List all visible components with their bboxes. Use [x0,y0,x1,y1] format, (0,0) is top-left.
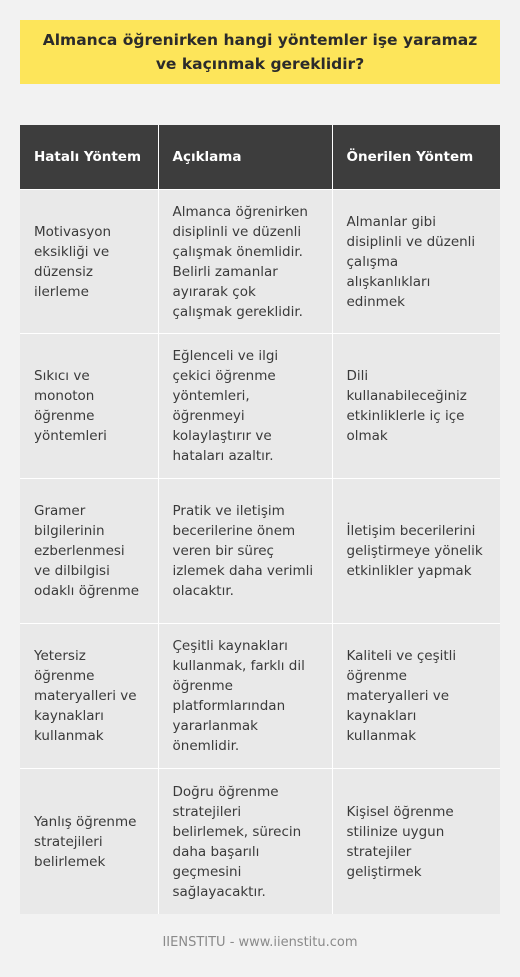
wrong-method-cell: Yetersiz öğrenme materyalleri ve kaynakları kullanmak [20,624,158,769]
column-header-explanation: Açıklama [158,125,332,190]
column-header-recommended-method: Önerilen Yöntem [332,125,500,190]
methods-table [20,125,500,914]
recommended-method-cell: Kişisel öğrenme stilinize uygun stratejiler geliştirmek [332,769,500,915]
wrong-method-cell: Yanlış öğrenme stratejileri belirlemek [20,769,158,915]
table-row [20,769,500,915]
table-row [20,479,500,624]
footer-credit: IIENSTITU - www.iienstitu.com [162,935,358,950]
wrong-method-cell: Sıkıcı ve monoton öğrenme yöntemleri [20,334,158,479]
table-row [20,624,500,769]
page-title: Almanca öğrenirken hangi yöntemler işe yaramaz ve kaçınmak gereklidir? [42,31,478,73]
recommended-method-cell: Kaliteli ve çeşitli öğrenme materyalleri ve kaynakları kullanmak [332,624,500,769]
explanation-cell: Pratik ve iletişim becerilerine önem veren bir süreç izlemek daha verimli olacaktır. [158,479,332,624]
recommended-method-cell: İletişim becerilerini geliştirmeye yönelik etkinlikler yapmak [332,479,500,624]
explanation-cell: Eğlenceli ve ilgi çekici öğrenme yöntemleri, öğrenmeyi kolaylaştırır ve hataları azaltır. [158,334,332,479]
explanation-cell: Doğru öğrenme stratejileri belirlemek, sürecin daha başarılı geçmesini sağlayacaktır. [158,769,332,915]
explanation-cell: Almanca öğrenirken disiplinli ve düzenli çalışmak önemlidir. Belirli zamanlar ayırarak çok çalışmak gereklidir. [158,190,332,334]
explanation-cell: Çeşitli kaynakları kullanmak, farklı dil öğrenme platformlarından yararlanmak önemlidir. [158,624,332,769]
table-header-row [20,125,500,190]
table-row [20,190,500,334]
wrong-method-cell: Gramer bilgilerinin ezberlenmesi ve dilbilgisi odaklı öğrenme [20,479,158,624]
column-header-wrong-method: Hatalı Yöntem [20,125,158,190]
table-row [20,334,500,479]
title-banner [20,20,500,84]
recommended-method-cell: Dili kullanabileceğiniz etkinliklerle iç içe olmak [332,334,500,479]
wrong-method-cell: Motivasyon eksikliği ve düzensiz ilerleme [20,190,158,334]
recommended-method-cell: Almanlar gibi disiplinli ve düzenli çalışma alışkanlıkları edinmek [332,190,500,334]
